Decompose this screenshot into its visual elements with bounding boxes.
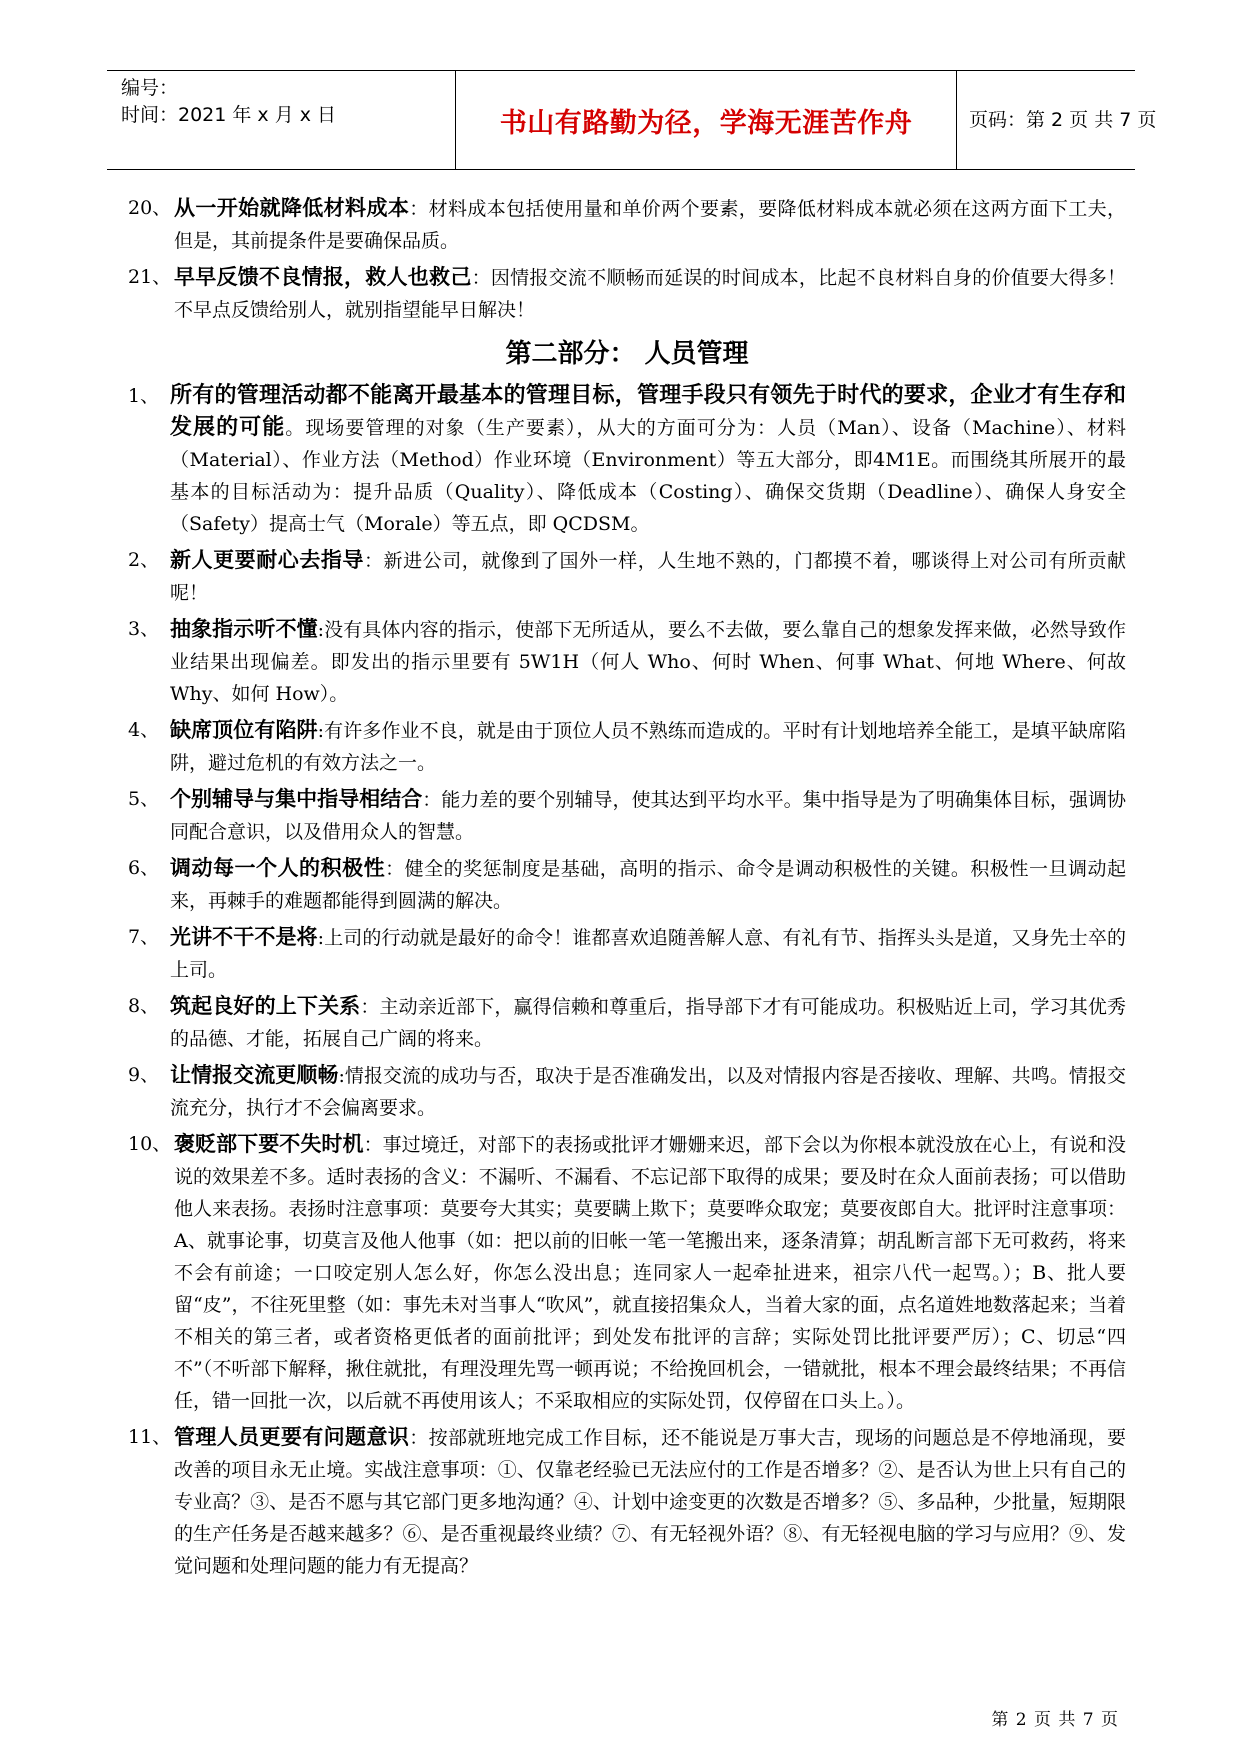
item-number: 2、 [128,549,160,571]
list-item [128,261,1126,326]
item-number: 7、 [128,926,160,948]
item-number: 8、 [128,995,160,1017]
item-text: ：因情报交流不顺畅而延误的时间成本，比起不良材料自身的价值要大得多！不早点反馈给别人，就别指望能早日解决！ [174,267,1126,321]
list-item [128,544,1126,609]
item-number: 3、 [128,618,160,640]
item-text: 。现场要管理的对象（生产要素），从大的方面可分为：人员（Man）、设备（Machine）、材料（Material）、作业方法（Method）作业环境（Environment）等五大部分，即4M1E。而围绕其所展开的最基本的目标活动为：提升品质（Quality）、降低成本（Costing）、确保交货期（Deadline）、确保人身安全（Safety）提高士气（Morale）等五点，即 QCDSM。 [170,417,1126,535]
list-item [128,921,1126,986]
item-title: 筑起良好的上下关系 [170,994,361,1018]
section-title: 第二部分： 人员管理 [505,339,749,369]
header-motto-cell [455,71,957,169]
list-item [128,192,1126,257]
list-item [128,613,1126,710]
item-text: :有许多作业不良，就是由于顶位人员不熟练而造成的。平时有计划地培养全能工，是填平缺席陷阱，避过危机的有效方法之一。 [170,720,1126,774]
item-text: ：材料成本包括使用量和单价两个要素，要降低材料成本就必须在这两方面下工夫，但是，其前提条件是要确保品质。 [174,198,1126,252]
item-title: 褒贬部下要不失时机 [174,1132,364,1156]
item-title: 抽象指示听不懂 [170,617,318,641]
item-number: 6、 [128,857,160,879]
page-label: 页码：第 2 页 共 7 页 [969,109,1157,131]
item-title: 从一开始就降低材料成本 [174,196,410,220]
item-title: 新人更要耐心去指导 [170,548,364,572]
item-text: ：按部就班地完成工作目标，还不能说是万事大吉，现场的问题总是不停地涌现，要改善的项目永无止境。实战注意事项：①、仅靠老经验已无法应付的工作是否增多？②、是否认为世上只有自己的专业高？③、是否不愿与其它部门更多地沟通？④、计划中途变更的次数是否增多？⑤、多品种，少批量，短期限的生产任务是否越来越多？⑥、是否重视最终业绩？⑦、有无轻视外语？⑧、有无轻视电脑的学习与应用？⑨、发觉问题和处理问题的能力有无提高？ [174,1427,1126,1577]
page-header [107,70,1157,170]
item-number: 1、 [128,385,160,407]
list-item [128,783,1126,848]
item-title: 让情报交流更顺畅 [170,1063,339,1087]
item-text: ：健全的奖惩制度是基础，高明的指示、命令是调动积极性的关键。积极性一旦调动起来，再棘手的难题都能得到圆满的解决。 [170,858,1126,912]
item-text: ：主动亲近部下，赢得信赖和尊重后，指导部下才有可能成功。积极贴近上司，学习其优秀的品德、才能，拓展自己广阔的将来。 [170,996,1126,1050]
document-body [128,192,1126,1586]
item-title: 所有的管理活动都不能离开最基本的管理目标，管理手段只有领先于时代的要求，企业才有生存和发展的可能 [170,383,1126,440]
item-number: 21、 [128,266,172,288]
item-text: :情报交流的成功与否，取决于是否准确发出，以及对情报内容是否接收、理解、共鸣。情报交流充分，执行才不会偏离要求。 [170,1065,1127,1119]
item-title: 早早反馈不良情报，救人也救己 [174,265,472,289]
item-title: 缺席顶位有陷阱 [170,718,318,742]
item-number: 11、 [128,1426,172,1448]
item-number: 10、 [128,1133,172,1155]
item-title: 管理人员更要有问题意识 [174,1425,410,1449]
item-text: ：新进公司，就像到了国外一样，人生地不熟的，门都摸不着，哪谈得上对公司有所贡献呢！ [170,550,1126,604]
item-title: 调动每一个人的积极性 [170,856,386,880]
item-text: :没有具体内容的指示，使部下无所适从，要么不去做，要么靠自己的想象发挥来做，必然导致作业结果出现偏差。即发出的指示里要有 5W1H（何人 Who、何时 When、何事 What、何地 Where、何故 Why、如何 How）。 [170,619,1126,705]
list-item [128,380,1126,540]
motto: 书山有路勤为径，学海无涯苦作舟 [499,108,913,139]
list-item [128,1059,1126,1124]
list-item [128,990,1126,1055]
item-text: ：能力差的要个别辅导，使其达到平均水平。集中指导是为了明确集体目标，强调协同配合意识，以及借用众人的智慧。 [170,789,1126,843]
item-number: 9、 [128,1064,160,1086]
item-number: 20、 [128,197,172,219]
header-meta [121,71,451,173]
item-number: 4、 [128,719,160,741]
number-label: 编号： [121,77,179,99]
item-text: ：事过境迁，对部下的表扬或批评才姗姗来迟，部下会以为你根本就没放在心上，有说和没说的效果差不多。适时表扬的含义：不漏听、不漏看、不忘记部下取得的成果；要及时在众人面前表扬；可以借助他人来表扬。表扬时注意事项：莫要夸大其实；莫要瞒上欺下；莫要哗众取宠；莫要夜郎自大。批评时注意事项：A、就事论事，切莫言及他人他事（如：把以前的旧帐一笔一笔搬出来，逐条清算；胡乱断言部下无可救药，将来不会有前途；一口咬定别人怎么好，你怎么没出息；连同家人一起牵扯进来，祖宗八代一起骂。）；B、批人要留“皮”，不往死里整（如：事先未对当事人“吹风”，就直接招集众人，当着大家的面，点名道姓地数落起来；当着不相关的第三者，或者资格更低者的面前批评；到处发布批评的言辞；实际处罚比批评要严厉）；C、切忌“四不”（不听部下解释，揪住就批，有理没理先骂一顿再说；不给挽回机会，一错就批，根本不理会最终结果；不再信任，错一回批一次，以后就不再使用该人；不采取相应的实际处罚，仅停留在口头上。）。 [174,1134,1126,1412]
page-footer: 第 2 页 共 7 页 [991,1710,1119,1730]
item-title: 光讲不干不是将 [170,925,318,949]
list-item [128,852,1126,917]
list-item [128,1421,1126,1582]
list-item [128,1128,1126,1417]
item-number: 5、 [128,788,160,810]
item-title: 个别辅导与集中指导相结合 [170,787,423,811]
list-item [128,714,1126,779]
time-label: 时间：2021 年 x 月 x 日 [121,104,337,126]
item-text: :上司的行动就是最好的命令！谁都喜欢追随善解人意、有礼有节、指挥头头是道，又身先士卒的上司。 [170,927,1126,981]
